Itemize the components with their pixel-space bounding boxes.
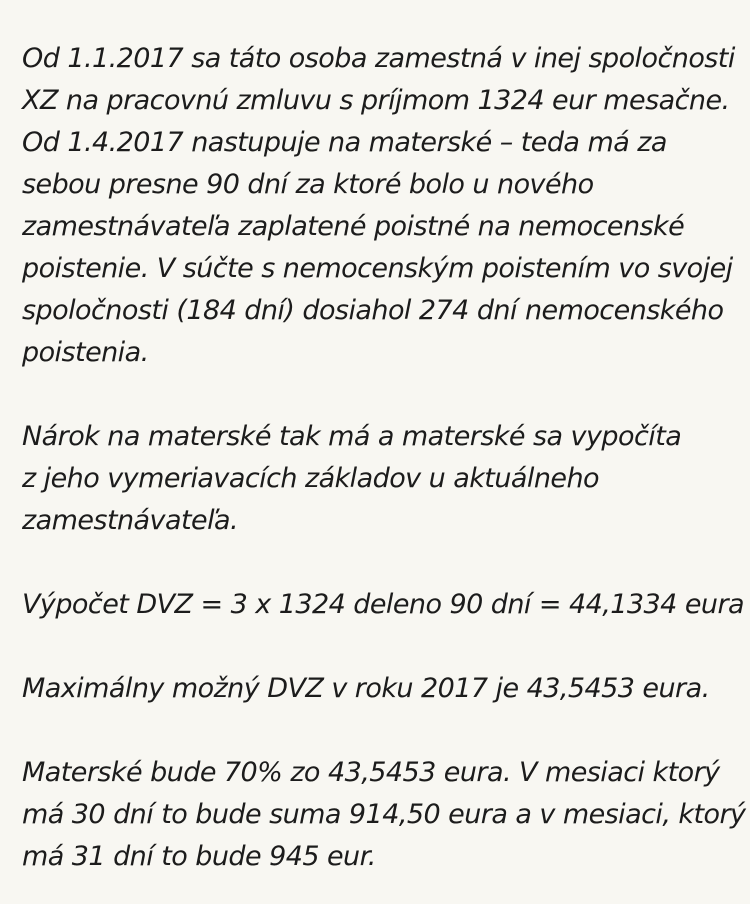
- text-line: Od 1.4.2017 nastupuje na materské – teda má za: [22, 127, 667, 158]
- paragraph-dvz-calculation: [22, 584, 750, 626]
- text-line: Maximálny možný DVZ v roku 2017 je 43,5453 eura.: [22, 673, 710, 704]
- paragraph-entitlement: [22, 416, 750, 542]
- text-line: Výpočet DVZ = 3 x 1324 deleno 90 dní = 44,1334 eura: [22, 589, 745, 620]
- paragraph-employment: [22, 38, 750, 374]
- text-line: Materské bude 70% zo 43,5453 eura. V mesiaci ktorý: [22, 757, 720, 788]
- text-line: poistenia.: [22, 337, 149, 368]
- text-line: z jeho vymeriavacích základov u aktuálneho: [22, 463, 600, 494]
- text-line: má 31 dní to bude 945 eur.: [22, 841, 376, 872]
- paragraph-maternity-amount: [22, 752, 750, 878]
- text-line: poistenie. V súčte s nemocenským poistením vo svojej: [22, 253, 733, 284]
- text-line: Od 1.1.2017 sa táto osoba zamestná v inej spoločnosti: [22, 43, 735, 74]
- text-line: sebou presne 90 dní za ktoré bolo u nového: [22, 169, 594, 200]
- text-line: má 30 dní to bude suma 914,50 eura a v mesiaci, ktorý: [22, 799, 746, 830]
- text-line: spoločnosti (184 dní) dosiahol 274 dní nemocenského: [22, 295, 724, 326]
- text-line: Nárok na materské tak má a materské sa vypočíta: [22, 421, 682, 452]
- text-line: zamestnávateľa.: [22, 505, 239, 536]
- text-line: XZ na pracovnú zmluvu s príjmom 1324 eur mesačne.: [22, 85, 730, 116]
- text-line: zamestnávateľa zaplatené poistné na nemocenské: [22, 211, 685, 242]
- paragraph-max-dvz: [22, 668, 750, 710]
